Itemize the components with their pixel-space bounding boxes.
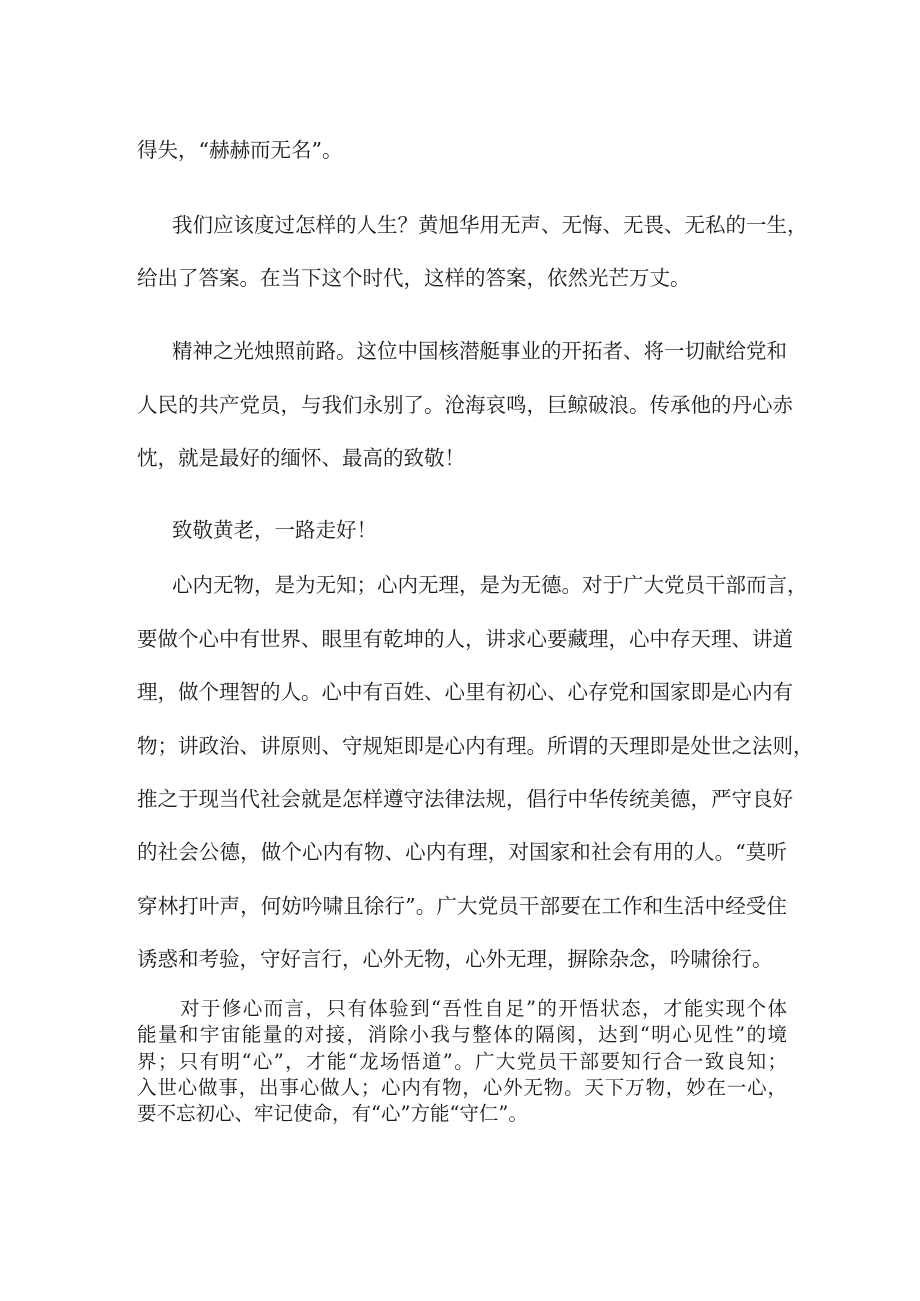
paragraph-5-line-7: 穿林打叶声，何妨吟啸且徐行”。广大党员干部要在工作和生活中经受住 [137, 894, 787, 918]
paragraph-2-line-1: 我们应该度过怎样的人生？黄旭华用无声、无悔、无畏、无私的一生， [172, 213, 808, 237]
paragraph-1-line-1: 得失，“赫赫而无名”。 [137, 138, 343, 162]
paragraph-5-line-8: 诱惑和考验，守好言行，心外无物，心外无理，摒除杂念，吟啸徐行。 [137, 947, 773, 971]
paragraph-5-line-2: 要做个心中有世界、眼里有乾坤的人，讲求心要藏理，心中存天理、讲道 [137, 627, 793, 651]
paragraph-2-line-2: 给出了答案。在当下这个时代，这样的答案，依然光芒万丈。 [137, 266, 691, 290]
paragraph-6-line-4: 入世心做事，出事心做人；心内有物，心外无物。天下万物，妙在一心， [137, 1076, 787, 1099]
paragraph-5-line-6: 的社会公德，做个心内有物、心内有理，对国家和社会有用的人。“莫听 [137, 840, 787, 864]
paragraph-6-line-2: 能量和宇宙能量的对接，消除小我与整体的隔阂，达到“明心见性”的境 [137, 1023, 787, 1046]
paragraph-6-line-5: 要不忘初心、牢记使命，有“心”方能“守仁”。 [137, 1102, 528, 1125]
paragraph-5-line-5: 推之于现当代社会就是怎样遵守法律法规，倡行中华传统美德，严守良好 [137, 787, 793, 811]
paragraph-5-line-4: 物；讲政治、讲原则、守规矩即是心内有理。所谓的天理即是处世之法则， [137, 734, 814, 758]
paragraph-5-line-3: 理，做个理智的人。心中有百姓、心里有初心、心存党和国家即是心内有 [137, 680, 793, 704]
paragraph-4-line-1: 致敬黄老，一路走好！ [172, 518, 377, 542]
paragraph-3-line-1: 精神之光烛照前路。这位中国核潜艇事业的开拓者、将一切献给党和 [172, 339, 787, 363]
paragraph-6-line-1: 对于修心而言，只有体验到“吾性自足”的开悟状态，才能实现个体 [180, 997, 787, 1020]
paragraph-5-line-1: 心内无物，是为无知；心内无理，是为无德。对于广大党员干部而言， [172, 573, 808, 597]
paragraph-6-line-3: 界；只有明“心”，才能“龙场悟道”。广大党员干部要知行合一致良知； [137, 1050, 787, 1073]
paragraph-3-line-3: 忱，就是最好的缅怀、最高的致敬！ [137, 446, 465, 470]
paragraph-3-line-2: 人民的共产党员，与我们永别了。沧海哀鸣，巨鲸破浪。传承他的丹心赤 [137, 393, 793, 417]
